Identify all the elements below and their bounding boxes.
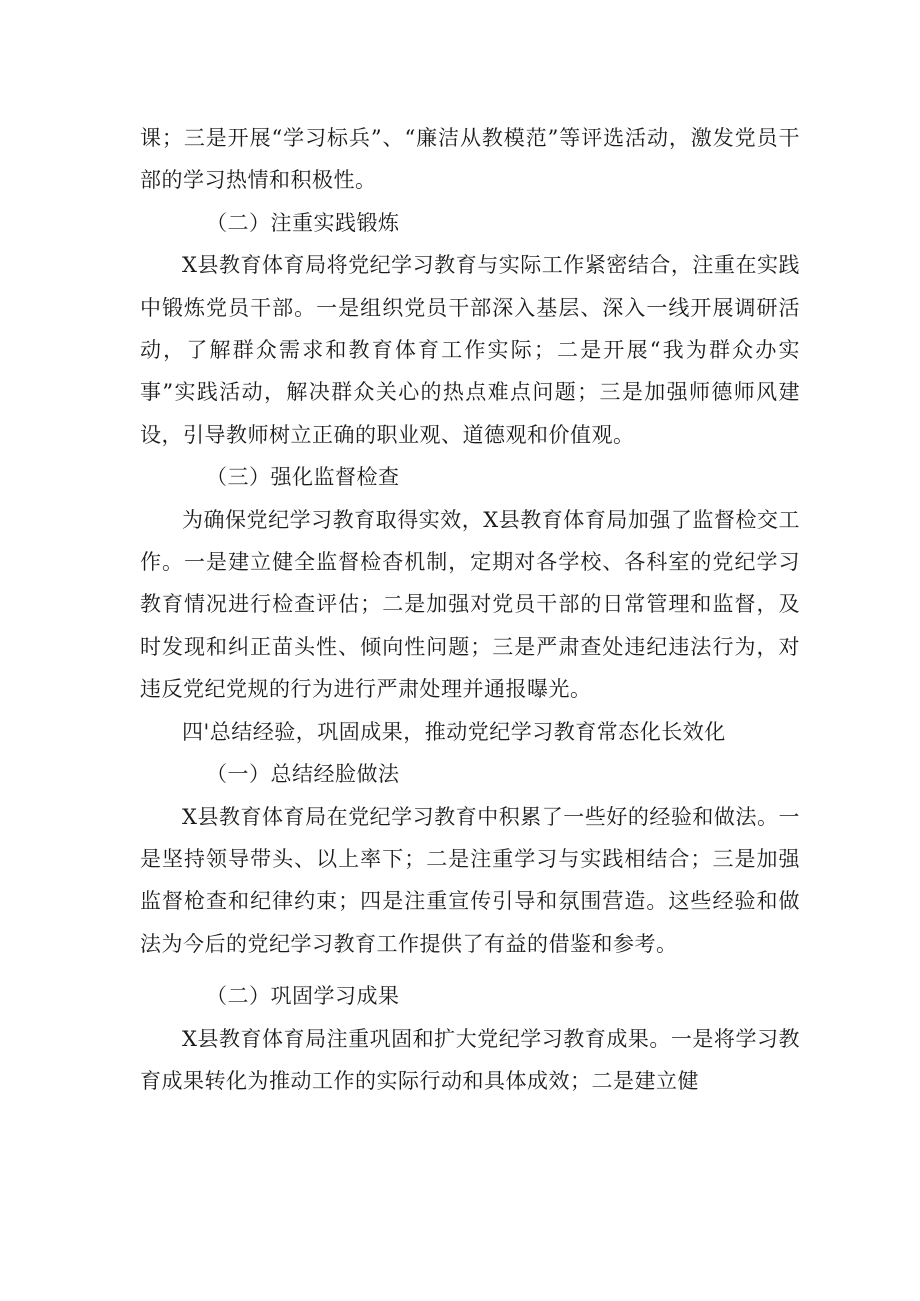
- paragraph-supervision: 为确保党纪学习教育取得实效，X县教育体育局加强了监督检交工作。一是建立健全监督检杳机制，定期对各学校、各科室的党纪学习教育情况进行检查评估；二是加强对党员干部的日常管理和监督，及时发现和纠正苗头性、倾向性问题；三是严肃查处违纪违法行为，对违反党纪党规的行为进行严肃处理并通报曝光。: [140, 507, 800, 702]
- chapter-heading-four: 四'总结经验，巩固成果，推动党纪学习教育常态化长效化: [182, 719, 726, 744]
- paragraph-continuation: 课；三是开展“学习标兵”、“廉洁从教模范”等评选活动，激发党员干部的学习热情和积极性。: [140, 126, 800, 193]
- section-heading-consolidate: （二）巩固学习成果: [206, 984, 400, 1009]
- section-heading-supervision: （三）强化监督检查: [206, 465, 400, 490]
- paragraph-consolidate: X县教育体育局注重巩固和扩大党纪学习教育成果。一是将学习教育成果转化为推动工作的实际行动和具体成效；二是建立健: [140, 1026, 800, 1093]
- section-heading-practice: （二）注重实践锻炼: [206, 210, 400, 235]
- paragraph-experience: X县教育体育局在党纪学习教育中积累了一些好的经验和做法。一是坚持领导带头、以上率下；二是注重学习与实践相结合；三是加强监督枪查和纪律约束；四是注重宣传引导和氛围营造。这些经验和做法为今后的党纪学习教育工作提供了有益的借鉴和参考。: [140, 804, 800, 956]
- section-heading-experience: （一）总结经脸做法: [206, 762, 400, 787]
- paragraph-practice: X县教育体育局将党纪学习教育与实际工作紧密结合，注重在实践中锻炼党员干部。一是组织党员干部深入基层、深入一线开展调研活动，了解群众需求和教育体育工作实际；二是开展“我为群众办实事”实践活动，解决群众关心的热点难点问题；三是加强师德师风建设，引导教师树立正确的职业观、道德观和价值观。: [140, 253, 800, 447]
- paragraph-gap: [140, 965, 800, 975]
- document-page: [140, 117, 800, 1102]
